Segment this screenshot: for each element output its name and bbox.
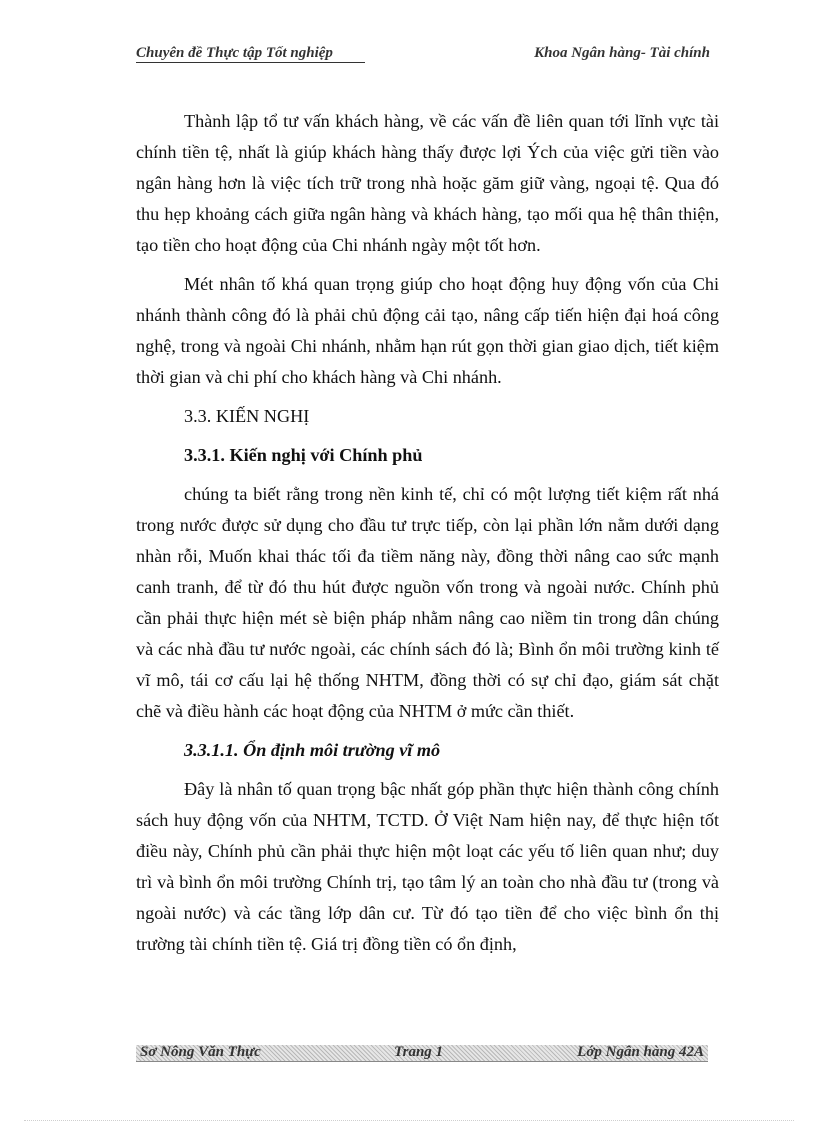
subsubsection-heading: 3.3.1.1. Ổn định môi trường vĩ mô — [184, 740, 441, 760]
page-edge-divider — [24, 1120, 794, 1121]
document-body — [136, 106, 719, 960]
footer-page-number: Trang 1 — [394, 1044, 444, 1060]
paragraph: Đây là nhân tố quan trọng bậc nhất góp phần thực hiện thành công chính sách huy động vốn của NHTM, TCTD. Ở Việt Nam hiện nay, để thực hiện tốt điều này, Chính phủ cần phải thực hiện một loạt các yếu tố liên quan như; duy trì và bình ổn môi trường Chính trị, tạo tâm lý an toàn cho nhà đầu tư (trong và ngoài nước) và các tầng lớp dân cư. Từ đó tạo tiền để cho việc bình ổn thị trường tài chính tiền tệ. Giá trị đồng tiền có ổn định, — [136, 779, 719, 954]
section-heading: 3.3. KIẾN NGHỊ — [184, 406, 310, 426]
page-header — [136, 44, 710, 68]
paragraph: Thành lập tổ tư vấn khách hàng, về các vấn đề liên quan tới lĩnh vực tài chính tiền tệ, nhất là giúp khách hàng thấy được lợi Ých của việc gửi tiền vào ngân hàng hơn là việc tích trữ trong nhà hoặc găm giữ vàng, ngoại tệ. Qua đó thu hẹp khoảng cách giữa ngân hàng và khách hàng, tạo mối qua hệ thân thiện, tạo tiền cho hoạt động của Chi nhánh ngày một tốt hơn. — [136, 111, 719, 255]
paragraph: chúng ta biết rằng trong nền kinh tế, chỉ có một lượng tiết kiệm rất nhá trong nước được sử dụng cho đầu tư trực tiếp, còn lại phần lớn nằm dưới dạng nhàn rỗi, Muốn khai thác tối đa tiềm năng này, đồng thời nâng cao sức mạnh canh tranh, để từ đó thu hút được nguồn vốn trong và ngoài nước. Chính phủ cần phải thực hiện mét sè biện pháp nhằm nâng cao niềm tin trong dân chúng và các nhà đầu tư nước ngoài, các chính sách đó là; Bình ổn môi trường kinh tế vĩ mô, tái cơ cấu lại hệ thống NHTM, đồng thời có sự chỉ đạo, giám sát chặt chẽ và điều hành các hoạt động của NHTM ở mức cần thiết. — [136, 484, 719, 721]
header-title: Chuyên đề Thực tập Tốt nghiệp — [136, 44, 365, 63]
subsection-heading: 3.3.1. Kiến nghị với Chính phủ — [184, 445, 423, 465]
footer-author: Sơ Nông Văn Thực — [140, 1044, 261, 1060]
paragraph: Mét nhân tố khá quan trọng giúp cho hoạt động huy động vốn của Chi nhánh thành công đó là phải chủ động cải tạo, nâng cấp tiến hiện đại hoá công nghệ, trong và ngoài Chi nhánh, nhằm hạn rút gọn thời gian giao dịch, tiết kiệm thời gian và chi phí cho khách hàng và Chi nhánh. — [136, 274, 719, 387]
page-footer — [136, 1045, 708, 1062]
header-faculty: Khoa Ngân hàng- Tài chính — [534, 45, 710, 61]
footer-class: Lớp Ngân hàng 42A — [577, 1044, 704, 1060]
